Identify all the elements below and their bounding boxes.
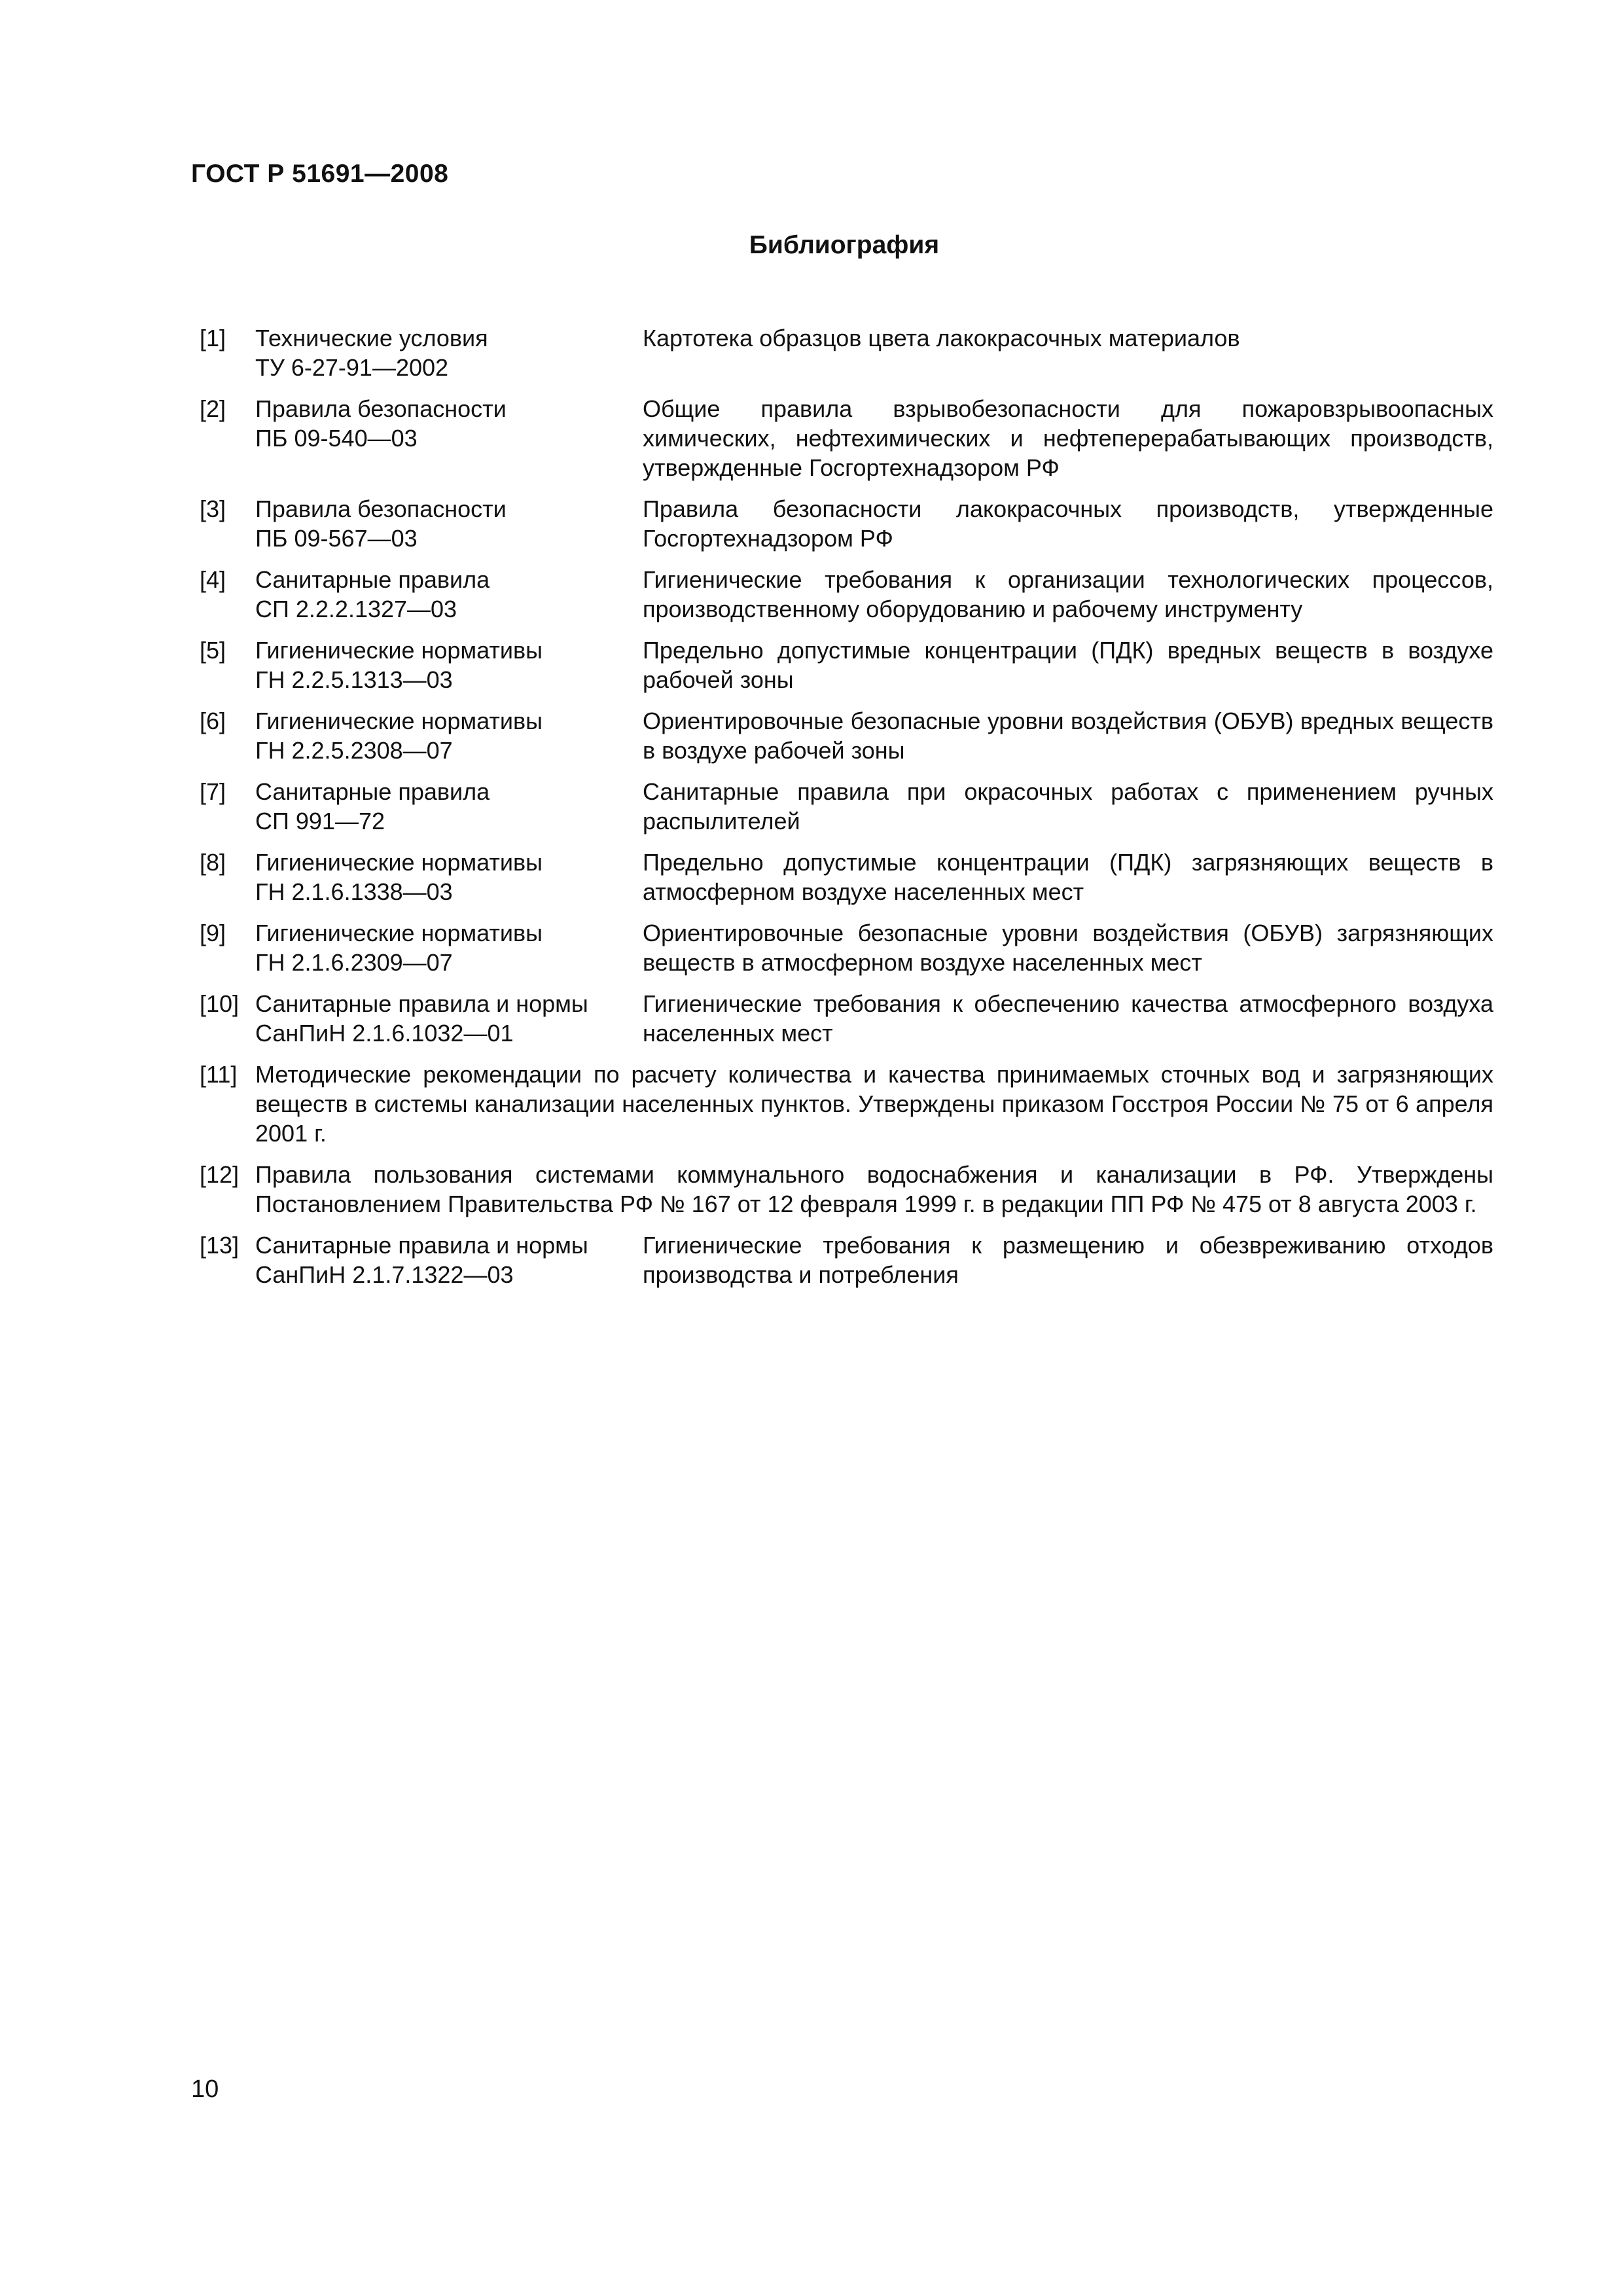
- entry-number: [7]: [200, 778, 226, 805]
- entry-number: [9]: [200, 920, 226, 946]
- entry-number: [11]: [200, 1061, 238, 1088]
- document-code: СП 991—72: [255, 808, 385, 834]
- document-type: Гигиенические нормативы: [255, 849, 543, 876]
- bibliography-entry: [200, 1160, 1493, 1219]
- bibliography-entry: [200, 636, 1493, 694]
- document-code: ТУ 6-27-91—2002: [255, 354, 449, 381]
- document-code: СП 2.2.2.1327—03: [255, 596, 457, 622]
- entry-number: [13]: [200, 1232, 240, 1259]
- page-number: 10: [191, 2075, 219, 2103]
- document-type: Санитарные правила и нормы: [255, 1232, 588, 1259]
- entry-source: [255, 989, 643, 1048]
- document-type: Санитарные правила: [255, 778, 490, 805]
- entry-source: [255, 636, 643, 694]
- entry-number: [3]: [200, 495, 226, 522]
- document-code: ПБ 09-540—03: [255, 425, 418, 452]
- entry-number: [8]: [200, 849, 226, 876]
- entry-source: [255, 323, 643, 382]
- entry-number: [12]: [200, 1161, 240, 1188]
- document-header: ГОСТ Р 51691—2008: [191, 160, 449, 188]
- entry-number: [5]: [200, 637, 226, 664]
- document-type: Гигиенические нормативы: [255, 637, 543, 664]
- document-type: Гигиенические нормативы: [255, 920, 543, 946]
- entry-description: Правила безопасности лакокрасочных производств, утвержденные Госгортехнадзором РФ: [643, 495, 1493, 552]
- document-code: ГН 2.1.6.1338—03: [255, 878, 453, 905]
- entry-source: [255, 706, 643, 765]
- document-type: Правила безопасности: [255, 395, 507, 422]
- entry-source: [255, 777, 643, 836]
- bibliography-entry: [200, 323, 1493, 382]
- document-type: Гигиенические нормативы: [255, 708, 543, 734]
- bibliography-entry: [200, 394, 1493, 482]
- entry-description: Гигиенические требования к организации технологических процессов, производственному оборудованию и рабочему инструменту: [643, 566, 1493, 622]
- entry-description: Ориентировочные безопасные уровни воздействия (ОБУВ) вредных веществ в воздухе рабочей зоны: [643, 708, 1493, 764]
- document-type: Технические условия: [255, 325, 488, 351]
- document-code: ГН 2.2.5.2308—07: [255, 737, 453, 764]
- entry-number: [4]: [200, 566, 226, 593]
- entry-source: [255, 848, 643, 906]
- bibliography-list: [200, 323, 1493, 1301]
- bibliography-entry: [200, 848, 1493, 906]
- entry-source: [255, 1230, 643, 1289]
- entry-number: [10]: [200, 990, 240, 1017]
- entry-number: [2]: [200, 395, 226, 422]
- entry-source: [255, 565, 643, 624]
- document-code: СанПиН 2.1.6.1032—01: [255, 1020, 514, 1047]
- section-title: Библиография: [749, 231, 940, 259]
- bibliography-entry: [200, 989, 1493, 1048]
- entry-description: Гигиенические требования к размещению и обезвреживанию отходов производства и потребления: [643, 1232, 1493, 1288]
- entry-description: Предельно допустимые концентрации (ПДК) вредных веществ в воздухе рабочей зоны: [643, 637, 1493, 693]
- entry-description: Предельно допустимые концентрации (ПДК) загрязняющих веществ в атмосферном воздухе населенных мест: [643, 849, 1493, 905]
- document-type: Санитарные правила и нормы: [255, 990, 588, 1017]
- bibliography-entry: [200, 777, 1493, 836]
- entry-description: Ориентировочные безопасные уровни воздействия (ОБУВ) загрязняющих веществ в атмосферном воздухе населенных мест: [643, 920, 1493, 976]
- bibliography-entry: [200, 565, 1493, 624]
- bibliography-entry: [200, 706, 1493, 765]
- bibliography-entry: [200, 1060, 1493, 1148]
- document-code: ГН 2.2.5.1313—03: [255, 666, 453, 693]
- entry-description: Гигиенические требования к обеспечению качества атмосферного воздуха населенных мест: [643, 990, 1493, 1047]
- entry-source: [255, 394, 643, 482]
- entry-source: [255, 918, 643, 977]
- entry-source: [255, 494, 643, 553]
- entry-description: Общие правила взрывобезопасности для пожаровзрывоопасных химических, нефтехимических и нефтеперерабатывающих производств, утвержденные Госгортехнадзором РФ: [643, 395, 1493, 481]
- entry-description: Картотека образцов цвета лакокрасочных материалов: [643, 325, 1240, 351]
- document-code: СанПиН 2.1.7.1322—03: [255, 1261, 514, 1288]
- bibliography-entry: [200, 918, 1493, 977]
- document-code: ГН 2.1.6.2309—07: [255, 949, 453, 976]
- entry-description: Методические рекомендации по расчету количества и качества принимаемых сточных вод и загрязняющих веществ в системы канализации населенных пунктов. Утверждены приказом Госстроя России № 75 от 6 апреля 2001 г.: [255, 1061, 1493, 1147]
- entry-description: Санитарные правила при окрасочных работах с применением ручных распылителей: [643, 778, 1493, 834]
- entry-description: Правила пользования системами коммунального водоснабжения и канализации в РФ. Утверждены Постановлением Правительства РФ № 167 от 12 февраля 1999 г. в редакции ПП РФ № 475 от 8 августа 2003 г.: [255, 1161, 1493, 1217]
- bibliography-entry: [200, 494, 1493, 553]
- entry-number: [6]: [200, 708, 226, 734]
- bibliography-entry: [200, 1230, 1493, 1289]
- document-type: Правила безопасности: [255, 495, 507, 522]
- document-code: ПБ 09-567—03: [255, 525, 418, 552]
- entry-number: [1]: [200, 325, 226, 351]
- document-type: Санитарные правила: [255, 566, 490, 593]
